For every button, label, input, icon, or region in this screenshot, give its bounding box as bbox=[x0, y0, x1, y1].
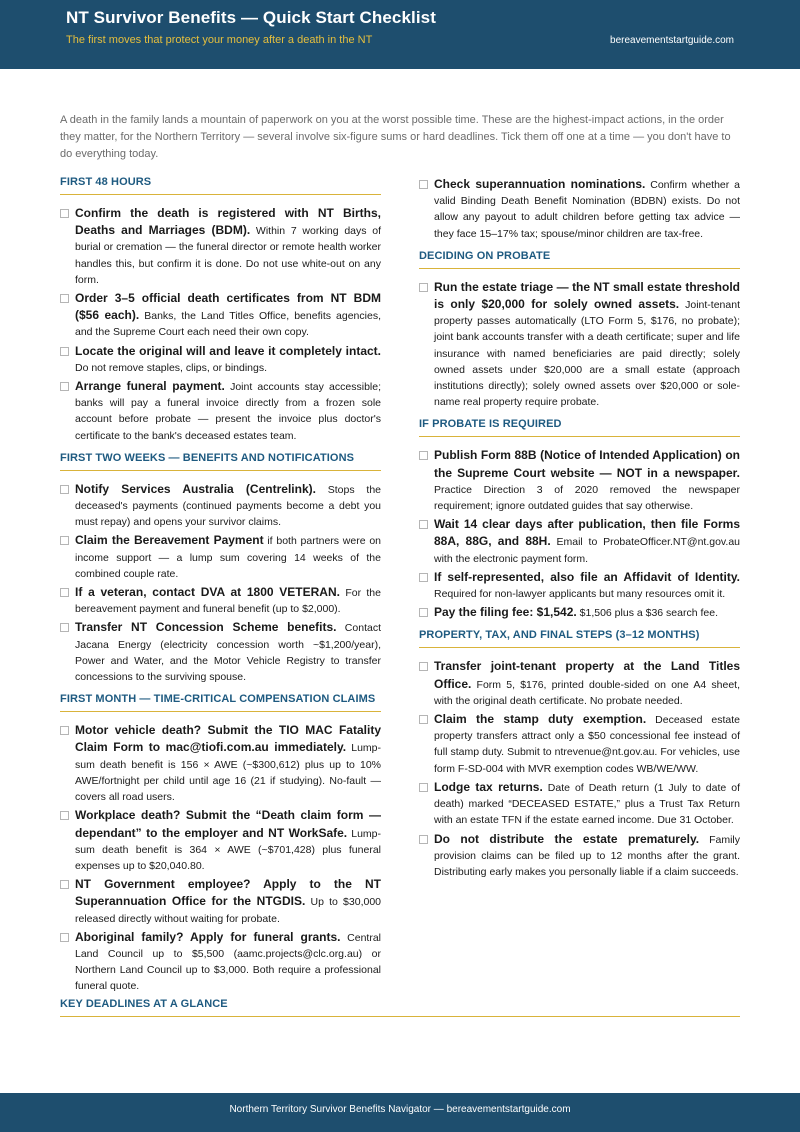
checklist-item bbox=[419, 176, 740, 242]
item-lead: Claim the stamp duty exemption. bbox=[434, 712, 647, 727]
checklist-item bbox=[419, 279, 740, 411]
checklist-item bbox=[419, 516, 740, 567]
checkbox[interactable] bbox=[60, 588, 69, 597]
section-title: IF PROBATE IS REQUIRED bbox=[419, 418, 740, 437]
item-body: Date of Death return (1 July to date of death) marked “DECEASED ESTATE,” plus a Trust Tax Return with an estate TFN if the estate earned income. Due 31 October. bbox=[434, 781, 740, 827]
item-lead: Confirm the death is registered with NT Births, Deaths and Marriages (BDM). bbox=[75, 206, 381, 238]
item-body: Joint-tenant property passes automatically (LTO Form 5, $176, no probate); joint bank accounts transfer with a death certificate; super and life insurance with named beneficiaries are paid directly; solely owned assets under $20,000 are a small estate (approach institutions directly); solely owned assets over $20,000 or sole-name real property require probate. bbox=[434, 299, 740, 409]
page-title: NT Survivor Benefits — Quick Start Checklist bbox=[66, 8, 436, 27]
item-lead: Transfer joint-tenant property at the Land Titles Office. bbox=[434, 659, 740, 691]
item-body: Family provision claims can be filed up to 12 months after the grant. Distributing early makes you personally liable if a claim succeeds. bbox=[434, 833, 740, 878]
item-body: Deceased estate property transfers attract only a $50 concessional fee instead of full stamp duty. Submit to ntrevenue@nt.gov.au. For vehicles, use form F-SD-004 with MVR exemption codes WB/WE/WW. bbox=[434, 714, 740, 775]
checkbox[interactable] bbox=[60, 880, 69, 889]
checklist-item bbox=[60, 722, 381, 805]
item-body: if both partners were on income support — a lump sum covering 14 weeks of the combined couple rate. bbox=[75, 535, 382, 580]
item-body: Email to ProbateOfficer.NT@nt.gov.au with the electronic payment form. bbox=[434, 536, 741, 565]
item-body: Up to $30,000 released directly without waiting for probate. bbox=[75, 896, 382, 925]
item-body: Contact Jacana Energy (electricity concession worth ~$1,200/year), Power and Water, and the Motor Vehicle Registry to transfer concessions to the surviving spouse. bbox=[75, 622, 381, 684]
item-lead: Do not distribute the estate prematurely. bbox=[434, 831, 700, 846]
checklist-item bbox=[60, 619, 381, 685]
checklist-item bbox=[60, 481, 381, 531]
checklist-item bbox=[419, 569, 740, 602]
checklist-item bbox=[419, 658, 740, 709]
item-lead: Claim the Bereavement Payment bbox=[75, 533, 264, 548]
checklist bbox=[419, 447, 740, 621]
item-lead: Wait 14 clear days after publication, then file Forms 88A, 88G, and 88H. bbox=[434, 517, 740, 549]
item-lead: Notify Services Australia (Centrelink). bbox=[75, 481, 316, 496]
left-column bbox=[60, 176, 381, 1003]
checkbox[interactable] bbox=[419, 715, 428, 724]
section-first-two-weeks bbox=[60, 452, 381, 685]
checklist-item bbox=[60, 807, 381, 874]
checklist-item bbox=[60, 290, 381, 341]
checkbox[interactable] bbox=[419, 608, 428, 617]
checklist bbox=[419, 176, 740, 242]
item-lead: Run the estate triage — the NT small estate threshold is only $20,000 for solely owned assets. bbox=[434, 279, 740, 312]
checklist-item bbox=[60, 378, 381, 444]
checkbox[interactable] bbox=[60, 347, 69, 356]
section-title: PROPERTY, TAX, AND FINAL STEPS (3–12 MONTHS) bbox=[419, 629, 740, 648]
checkbox[interactable] bbox=[60, 294, 69, 303]
item-lead: Arrange funeral payment. bbox=[75, 379, 225, 394]
checklist bbox=[60, 481, 381, 685]
checklist-item bbox=[419, 779, 740, 829]
item-body: Banks, the Land Titles Office, benefits agencies, and the Supreme Court each need their own copy. bbox=[75, 310, 381, 339]
section-title: DECIDING ON PROBATE bbox=[419, 250, 740, 269]
checkbox[interactable] bbox=[60, 382, 69, 391]
item-body: Joint accounts stay accessible; banks will pay a funeral invoice directly from a frozen sole account before probate — present the invoice plus doctor's certificate to the bank's deceased estates team. bbox=[75, 381, 381, 442]
item-lead: If self-represented, also file an Affidavit of Identity. bbox=[434, 569, 740, 584]
page-subtitle: The first moves that protect your money after a death in the NT bbox=[66, 34, 373, 46]
checklist-item bbox=[419, 447, 740, 514]
section-deciding-on-probate bbox=[419, 250, 740, 411]
checkbox[interactable] bbox=[60, 209, 69, 218]
item-lead: Aboriginal family? Apply for funeral grants. bbox=[75, 929, 341, 944]
item-body: For the bereavement payment and funeral benefit (up to $2,000). bbox=[75, 587, 381, 616]
checklist bbox=[419, 279, 740, 411]
checklist-item bbox=[60, 343, 381, 376]
checklist-item bbox=[60, 205, 381, 288]
checkbox[interactable] bbox=[419, 520, 428, 529]
section-super bbox=[419, 176, 740, 242]
checklist-item bbox=[60, 532, 381, 582]
item-lead: Transfer NT Concession Scheme benefits. bbox=[75, 620, 337, 635]
item-body: Central Land Council up to $5,500 (aamc.projects@clc.org.au) or Northern Land Council up to $3,000. Both require a professional funeral quote. bbox=[75, 931, 381, 993]
section-title: FIRST TWO WEEKS — BENEFITS AND NOTIFICATIONS bbox=[60, 452, 381, 471]
checklist-item bbox=[60, 584, 381, 617]
item-lead: Order 3–5 official death certificates from NT BDM ($56 each). bbox=[75, 291, 381, 323]
intro-paragraph: A death in the family lands a mountain of paperwork on you at the worst possible time. These are the highest-impact actions, in the order they matter, for the Northern Territory — several involve six-figure sums or hard deadlines. Tick them off one at a time — you don't have to do everything today. bbox=[60, 114, 731, 160]
checkbox[interactable] bbox=[419, 283, 428, 292]
item-body: Do not remove staples, clips, or bindings. bbox=[75, 361, 268, 374]
page-header bbox=[0, 0, 800, 69]
checkbox[interactable] bbox=[60, 726, 69, 735]
item-body: Confirm whether a valid Binding Death Benefit Nomination (BDBN) exists. Do not allow any payout to adult children before getting tax advice — they face 15–17% tax; spouse/minor children are tax-free. bbox=[434, 179, 741, 240]
checklist-item bbox=[419, 604, 740, 621]
section-first-month bbox=[60, 693, 381, 994]
item-lead: Check superannuation nominations. bbox=[434, 177, 646, 191]
checklist-item bbox=[60, 876, 381, 927]
item-lead: Lodge tax returns. bbox=[434, 779, 543, 794]
item-body: Required for non-lawyer applicants but many resources omit it. bbox=[434, 588, 726, 601]
section-key-deadlines bbox=[60, 998, 740, 1017]
item-lead: If a veteran, contact DVA at 1800 VETERAN. bbox=[75, 585, 340, 600]
checkbox[interactable] bbox=[60, 536, 69, 545]
item-body: Form 5, $176, printed double-sided on one A4 sheet, with the original death certificate. No probate needed. bbox=[434, 678, 740, 707]
checklist-item bbox=[419, 831, 740, 881]
checkbox[interactable] bbox=[419, 662, 428, 671]
section-first-48-hours bbox=[60, 176, 381, 444]
item-lead: Workplace death? Submit the “Death claim form — dependant” to the employer and NT WorkSafe. bbox=[75, 808, 381, 840]
checkbox[interactable] bbox=[419, 180, 428, 189]
checkbox[interactable] bbox=[60, 811, 69, 820]
checkbox[interactable] bbox=[419, 451, 428, 460]
section-title: FIRST MONTH — TIME-CRITICAL COMPENSATION CLAIMS bbox=[60, 693, 381, 712]
checkbox[interactable] bbox=[419, 573, 428, 582]
checkbox[interactable] bbox=[60, 623, 69, 632]
checklist bbox=[60, 722, 381, 994]
item-lead: NT Government employee? Apply to the NT Superannuation Office for the NTGDIS. bbox=[75, 877, 381, 909]
page-footer bbox=[0, 1093, 800, 1132]
checklist-item bbox=[419, 711, 740, 777]
right-column bbox=[419, 176, 740, 888]
checklist bbox=[60, 205, 381, 444]
item-lead: Publish Form 88B (Notice of Intended Application) on the Supreme Court website — NOT in a newspaper. bbox=[434, 448, 740, 480]
checkbox[interactable] bbox=[60, 933, 69, 942]
item-body: Practice Direction 3 of 2020 removed the newspaper requirement; ignore outdated guides that say otherwise. bbox=[434, 483, 740, 513]
item-body: Lump-sum death benefit is 364 × AWE (~$701,428) plus funeral expenses up to $20,040.80. bbox=[75, 827, 381, 872]
checkbox[interactable] bbox=[419, 835, 428, 844]
checkbox[interactable] bbox=[60, 485, 69, 494]
checkbox[interactable] bbox=[419, 783, 428, 792]
checklist bbox=[419, 658, 740, 880]
item-lead: Pay the filing fee: $1,542. bbox=[434, 605, 577, 620]
section-title: FIRST 48 HOURS bbox=[60, 176, 381, 195]
checklist-item bbox=[60, 929, 381, 995]
section-title: KEY DEADLINES AT A GLANCE bbox=[60, 998, 740, 1017]
section-if-probate-required bbox=[419, 418, 740, 621]
item-body: Lump-sum death benefit is 156 × AWE (~$300,612) plus up to 10% AWE/fortnight per child until age 16 (21 if studying). No-fault — covers all road users. bbox=[75, 742, 381, 804]
site-link[interactable]: bereavementstartguide.com bbox=[610, 35, 734, 46]
item-body: Stops the deceased's payments (continued payments become a debt you must repay) and opens your survivor claims. bbox=[75, 483, 382, 529]
item-lead: Motor vehicle death? Submit the TIO MAC Fatality Claim Form to mac@tiofi.com.au immediately. bbox=[75, 723, 381, 755]
item-body: $1,506 plus a $36 search fee. bbox=[576, 607, 719, 620]
item-body: Within 7 working days of burial or cremation — the funeral director or remote health worker handles this, but confirm it is done. Do not use white-out on any form. bbox=[75, 225, 381, 286]
item-lead: Locate the original will and leave it completely intact. bbox=[75, 343, 381, 358]
section-property-tax-final bbox=[419, 629, 740, 880]
footer-text: Northern Territory Survivor Benefits Navigator — bereavementstartguide.com bbox=[229, 1104, 571, 1115]
